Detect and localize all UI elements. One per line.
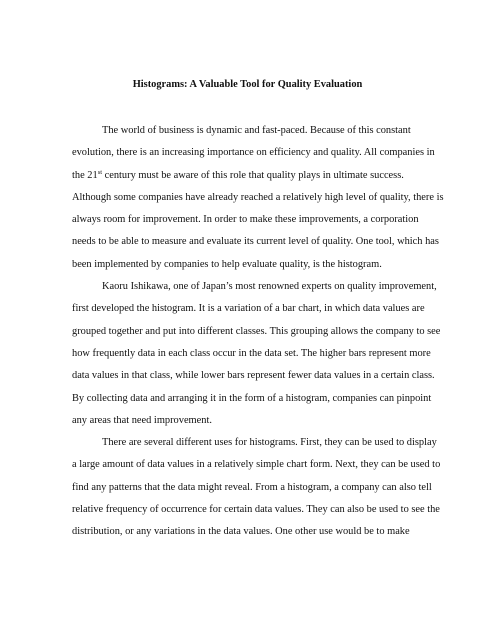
line-3-prefix: the 21 [72,169,98,181]
paragraph-3-line-2: a large amount of data values in a relatively simple chart form. Next, they can be used to [72,459,441,471]
line-3-suffix: century must be aware of this role that quality plays in ultimate success. [102,169,404,181]
paragraph-1-line-7: been implemented by companies to help evaluate quality, is the histogram. [72,258,382,270]
paragraph-2-line-3: grouped together and put into different classes. This grouping allows the company to see [72,325,441,337]
paragraph-1-line-4: Although some companies have already reached a relatively high level of quality, there is [72,191,444,203]
paragraph-1-line-2: evolution, there is an increasing importance on efficiency and quality. All companies in [72,147,435,159]
document-body [72,124,444,548]
paragraph-1-line-6: needs to be able to measure and evaluate its current level of quality. One tool, which has [72,236,439,248]
paragraph-1-line-5: always room for improvement. In order to make these improvements, a corporation [72,214,419,226]
document-title: Histograms: A Valuable Tool for Quality Evaluation [132,79,363,90]
ordinal-superscript: st [97,168,103,176]
paragraph-3-line-4: relative frequency of occurrence for certain data values. They can also be used to see the [72,504,440,516]
paragraph-2-line-7: any areas that need improvement. [72,414,212,426]
paragraph-1-line-1: The world of business is dynamic and fast-paced. Because of this constant [102,125,411,136]
paragraph-2-line-5: data values in that class, while lower bars represent fewer data values in a certain class. [72,370,435,382]
paragraph-2-line-4: how frequently data in each class occur in the data set. The higher bars represent more [72,347,431,359]
paragraph-2-line-2: first developed the histogram. It is a variation of a bar chart, in which data values are [72,303,425,315]
paragraph-2-line-6: By collecting data and arranging it in the form of a histogram, companies can pinpoint [72,392,432,404]
paragraph-3-line-1: There are several different uses for histograms. First, they can be used to display [102,437,437,449]
paragraph-3-line-5: distribution, or any variations in the data values. One other use would be to make [72,526,410,538]
paragraph-1-line-3 [72,169,423,191]
paragraph-2-line-1: Kaoru Ishikawa, one of Japan’s most renowned experts on quality improvement, [102,281,437,293]
paragraph-3-line-3: find any patterns that the data might reveal. From a histogram, a company can also tell [72,481,432,493]
